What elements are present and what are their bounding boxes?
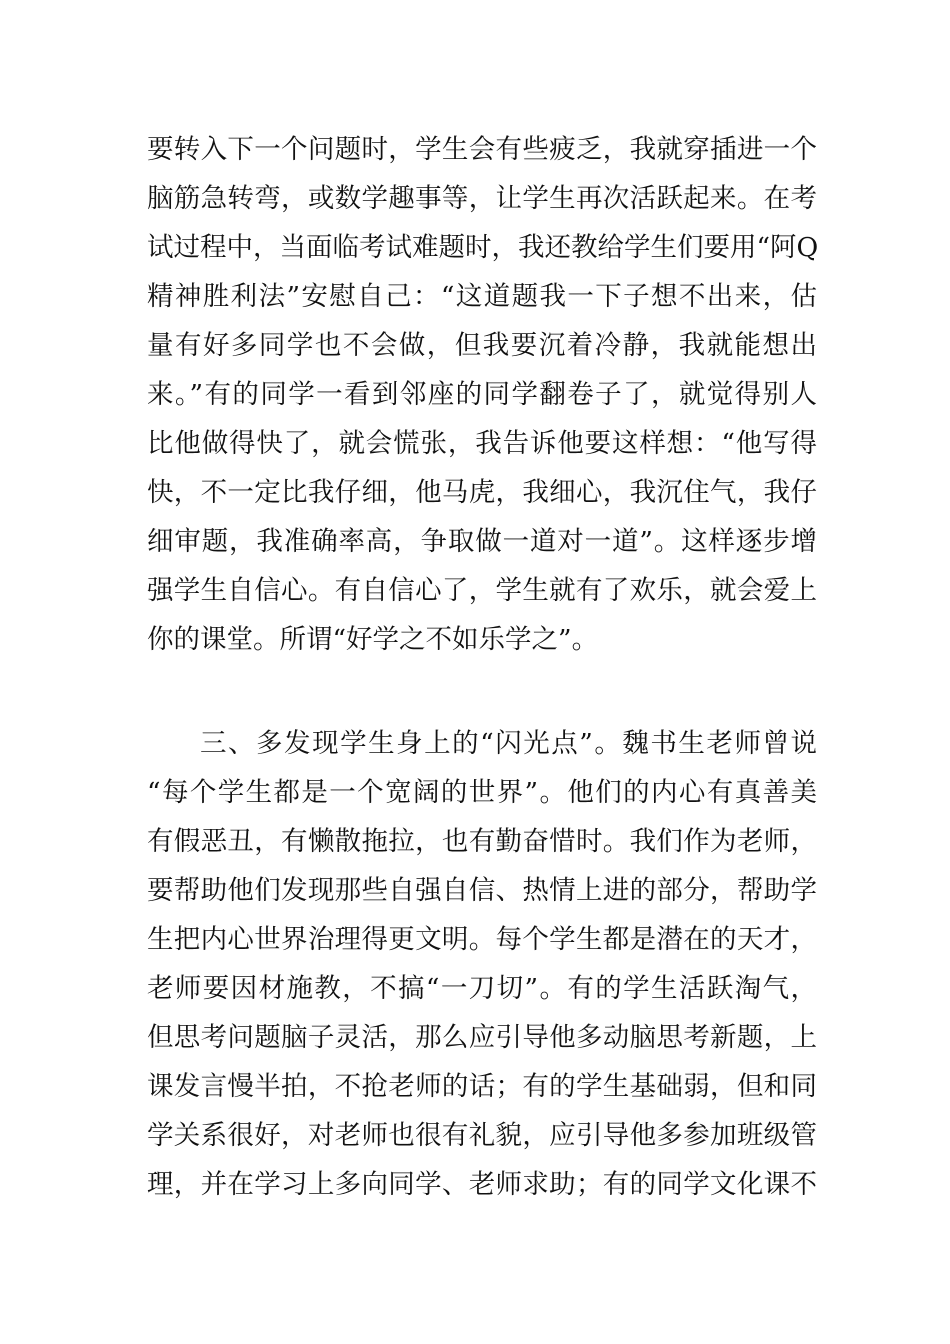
text-line: 三、多发现学生身上的“闪光点”。魏书生老师曾说 <box>200 728 817 759</box>
text-line: 学关系很好，对老师也很有礼貌，应引导他多参加班级管 <box>147 1120 817 1151</box>
text-line: 要转入下一个问题时，学生会有些疲乏，我就穿插进一个 <box>147 134 817 165</box>
text-line: 量有好多同学也不会做，但我要沉着冷静，我就能想出 <box>147 330 817 361</box>
text-line: 要帮助他们发现那些自强自信、热情上进的部分，帮助学 <box>147 875 817 906</box>
text-line: 比他做得快了，就会慌张，我告诉他要这样想：“他写得 <box>147 428 817 459</box>
text-line: 试过程中，当面临考试难题时，我还教给学生们要用“阿Q <box>147 232 819 263</box>
text-line: 理，并在学习上多向同学、老师求助；有的同学文化课不 <box>147 1169 817 1200</box>
text-line: 但思考问题脑子灵活，那么应引导他多动脑思考新题，上 <box>147 1022 817 1053</box>
text-line: 细审题，我准确率高，争取做一道对一道”。这样逐步增 <box>147 526 817 557</box>
text-line: 有假恶丑，有懒散拖拉，也有勤奋惜时。我们作为老师， <box>147 826 817 857</box>
text-line: 你的课堂。所谓“好学之不如乐学之”。 <box>147 624 599 655</box>
text-line: “每个学生都是一个宽阔的世界”。他们的内心有真善美 <box>147 777 817 808</box>
text-line: 生把内心世界治理得更文明。每个学生都是潜在的天才， <box>147 924 817 955</box>
text-line: 快，不一定比我仔细，他马虎，我细心，我沉住气，我仔 <box>147 477 817 508</box>
text-line: 脑筋急转弯，或数学趣事等，让学生再次活跃起来。在考 <box>147 183 817 214</box>
text-line: 来。”有的同学一看到邻座的同学翻卷子了，就觉得别人 <box>147 379 817 410</box>
text-line: 老师要因材施教，不搞“一刀切”。有的学生活跃淘气， <box>147 973 817 1004</box>
text-line: 强学生自信心。有自信心了，学生就有了欢乐，就会爱上 <box>147 575 817 606</box>
text-line: 精神胜利法”安慰自己：“这道题我一下子想不出来，估 <box>147 281 817 312</box>
text-line: 课发言慢半拍，不抢老师的话；有的学生基础弱，但和同 <box>147 1071 817 1102</box>
